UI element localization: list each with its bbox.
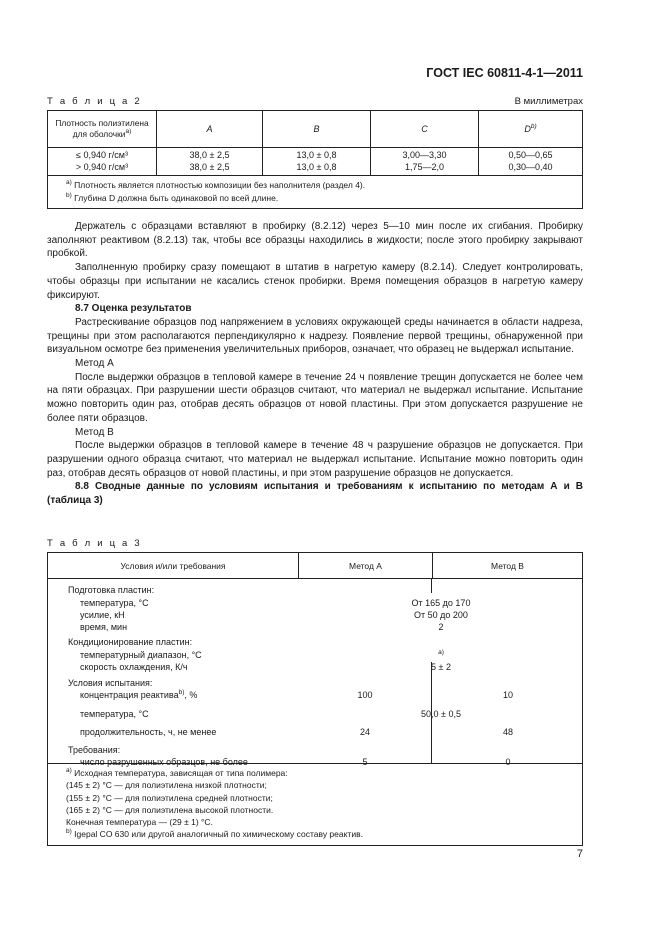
method-b-heading: Метод В [75,426,114,438]
note-a-mark: a) [66,179,72,187]
table3-body-row [48,579,583,764]
paragraph: После выдержки образцов в тепловой камере в течение 24 ч появление трещин допускается не более чем на пяти образцах. При разрушении шести образцов считают, что материал не выдержал испытание. Испытание можно повторить один раз, отобрав десять образцов от новой пластины. При этом допускается разрушение не более пяти образцов. [47,371,583,424]
density-header-sup: a) [125,128,132,136]
table2-units: В миллиметрах [514,96,583,107]
table2 [47,110,583,209]
table2-header-row [48,111,583,148]
paragraph: После выдержки образцов в тепловой камере в течение 48 ч разрушение образцов не допускается. При разрушении одного образца считают, что материал не выдержал испытание. Испытание можно повторить один раз, отобрав десять образцов от новой пластины, и при этом разрушение образцов не допускается. [47,440,583,479]
note-a-text: Плотность является плотностью композиции без наполнителя (раздел 4). [74,180,366,190]
row-value: a) [438,649,444,656]
note-a-mark: a) [66,767,72,775]
paragraph: Растрескивание образцов под напряжением в условиях окружающей среды начинается в области надреза, трещины при этом располагаются перпендикулярно к надрезу. Появление первой трещины, обнаруженной при визуальном осмотре без применения увеличительных приборов, означает, что образец не выдержал испытание. [47,316,583,356]
row-label [80,690,197,701]
table3-body-cell [48,579,583,767]
divider [431,579,432,593]
b-value-1: 13,0 ± 0,8 [296,150,337,160]
row-label: температура, °С [80,709,149,719]
d-cell [479,148,583,176]
table2-note-b [66,192,582,205]
table2-header-c: C [371,111,479,148]
body-text [47,220,583,508]
method-b-value: 0 [505,757,511,767]
note-b-mark: b) [66,191,72,199]
conc-label: концентрация реактива [80,690,179,700]
table3-body [48,579,582,767]
table2-caption: Т а б л и ц а 2 [47,96,142,107]
table3-header-row [48,553,583,579]
paragraph: Заполненную пробирку сразу помещают в штатив в нагретую камеру (8.2.14). Следует контролировать, чтобы образцы при испытании не касались стенок пробирки. Время помещения образцов в нагретую камеру фиксируют. [47,262,583,301]
table2-header-d [479,111,583,148]
table2-header-density [48,111,157,148]
table3-header-conditions: Условия и/или требования [48,553,299,579]
note-line: (155 ± 2) °С — для полиэтилена средней плотности; [66,792,273,803]
table2-header-b: B [263,111,371,148]
section-heading-8-8: 8.8 Сводные данные по условиям испытания и требованиям к испытанию по методам А и В (таблица 3) [47,481,583,507]
method-a-value: 5 [362,757,368,767]
note-line: Igepal CO 630 или другой аналогичный по химическому составу реактив. [74,829,363,840]
group-label: Кондиционирование пластин: [68,637,193,647]
row-value: 2 [438,622,444,632]
note-line: Исходная температура, зависящая от типа полимера: [74,768,288,778]
note-b-mark: b) [66,828,72,836]
row-label: температурный диапазон, °С [80,650,202,660]
density-header-label: Плотность полиэтилена для оболочки [55,118,149,139]
row-value: 50,0 ± 0,5 [421,709,461,719]
table3-caption: Т а б л и ц а 3 [47,538,142,549]
conc-sup: b) [178,689,185,696]
d-header-label: D [524,124,531,134]
table3-header-method-b: Метод В [433,553,583,579]
a-value-1: 38,0 ± 2,5 [189,150,230,160]
density-cell [48,148,157,176]
b-cell [263,148,371,176]
table2-header-a: A [157,111,263,148]
density-value-1: ≤ 0,940 г/см³ [76,150,128,160]
table3-notes-cell [48,764,583,846]
table3 [47,552,583,846]
method-b-value: 48 [502,727,513,737]
group-label: Требования: [68,745,121,755]
row-label: время, мин [80,622,128,632]
table-row [48,148,583,176]
c-cell [371,148,479,176]
method-a-heading: Метод А [75,358,114,370]
note-b-text: Глубина D должна быть одинаковой по всей длине. [74,192,279,203]
note-line: (165 ± 2) °С — для полиэтилена высокой плотности. [66,804,274,815]
paragraph: Держатель с образцами вставляют в пробирку (8.2.12) через 5—10 мин после их сгибания. Пробирку заполняют реактивом (8.2.13) так, чтобы все образцы находились в жидкости; после этого пробирку закрывают пробкой. [47,221,583,260]
row-label: скорость охлаждения, К/ч [80,662,188,672]
table2-notes [48,176,583,209]
row-value: От 165 до 170 [411,598,471,608]
row-label: продолжительность, ч, не менее [80,727,217,737]
standard-header: ГОСТ IEC 60811-4-1—2011 [426,66,583,80]
d-value-2: 0,30—0,40 [508,161,553,172]
a-value-2: 38,0 ± 2,5 [189,161,230,172]
table3-notes [48,764,583,846]
table2-note-a [66,179,582,192]
d-value-1: 0,50—0,65 [508,150,553,160]
b-value-2: 13,0 ± 0,8 [296,161,337,172]
method-a-value: 100 [357,690,373,700]
group-label: Условия испытания: [68,678,153,688]
d-header-sup: b) [530,123,537,130]
conc-unit: , % [184,690,198,700]
a-cell [157,148,263,176]
row-label: усилие, кН [80,610,125,620]
note-line: Конечная температура — (29 ± 1) °С. [66,817,213,828]
row-value: 5 ± 2 [431,662,451,672]
c-value-2: 1,75—2,0 [404,161,445,172]
row-value: От 50 до 200 [414,610,468,620]
c-value-1: 3,00—3,30 [402,150,447,160]
section-heading-8-7: 8.7 Оценка результатов [75,303,192,315]
table3-note-a [66,767,582,779]
row-label: температура, °С [80,598,149,608]
table3-header-method-a: Метод А [299,553,433,579]
density-value-2: > 0,940 г/см³ [75,161,129,172]
note-line: (145 ± 2) °С — для полиэтилена низкой плотности; [66,780,267,791]
page-number: 7 [576,848,583,860]
table3-note-b [66,828,582,840]
table2-notes-cell [48,176,583,209]
method-b-value: 10 [502,690,513,700]
method-a-value: 24 [359,727,370,737]
row-label: число разрушенных образцов, не более [80,757,248,767]
group-label: Подготовка пластин: [68,585,155,595]
